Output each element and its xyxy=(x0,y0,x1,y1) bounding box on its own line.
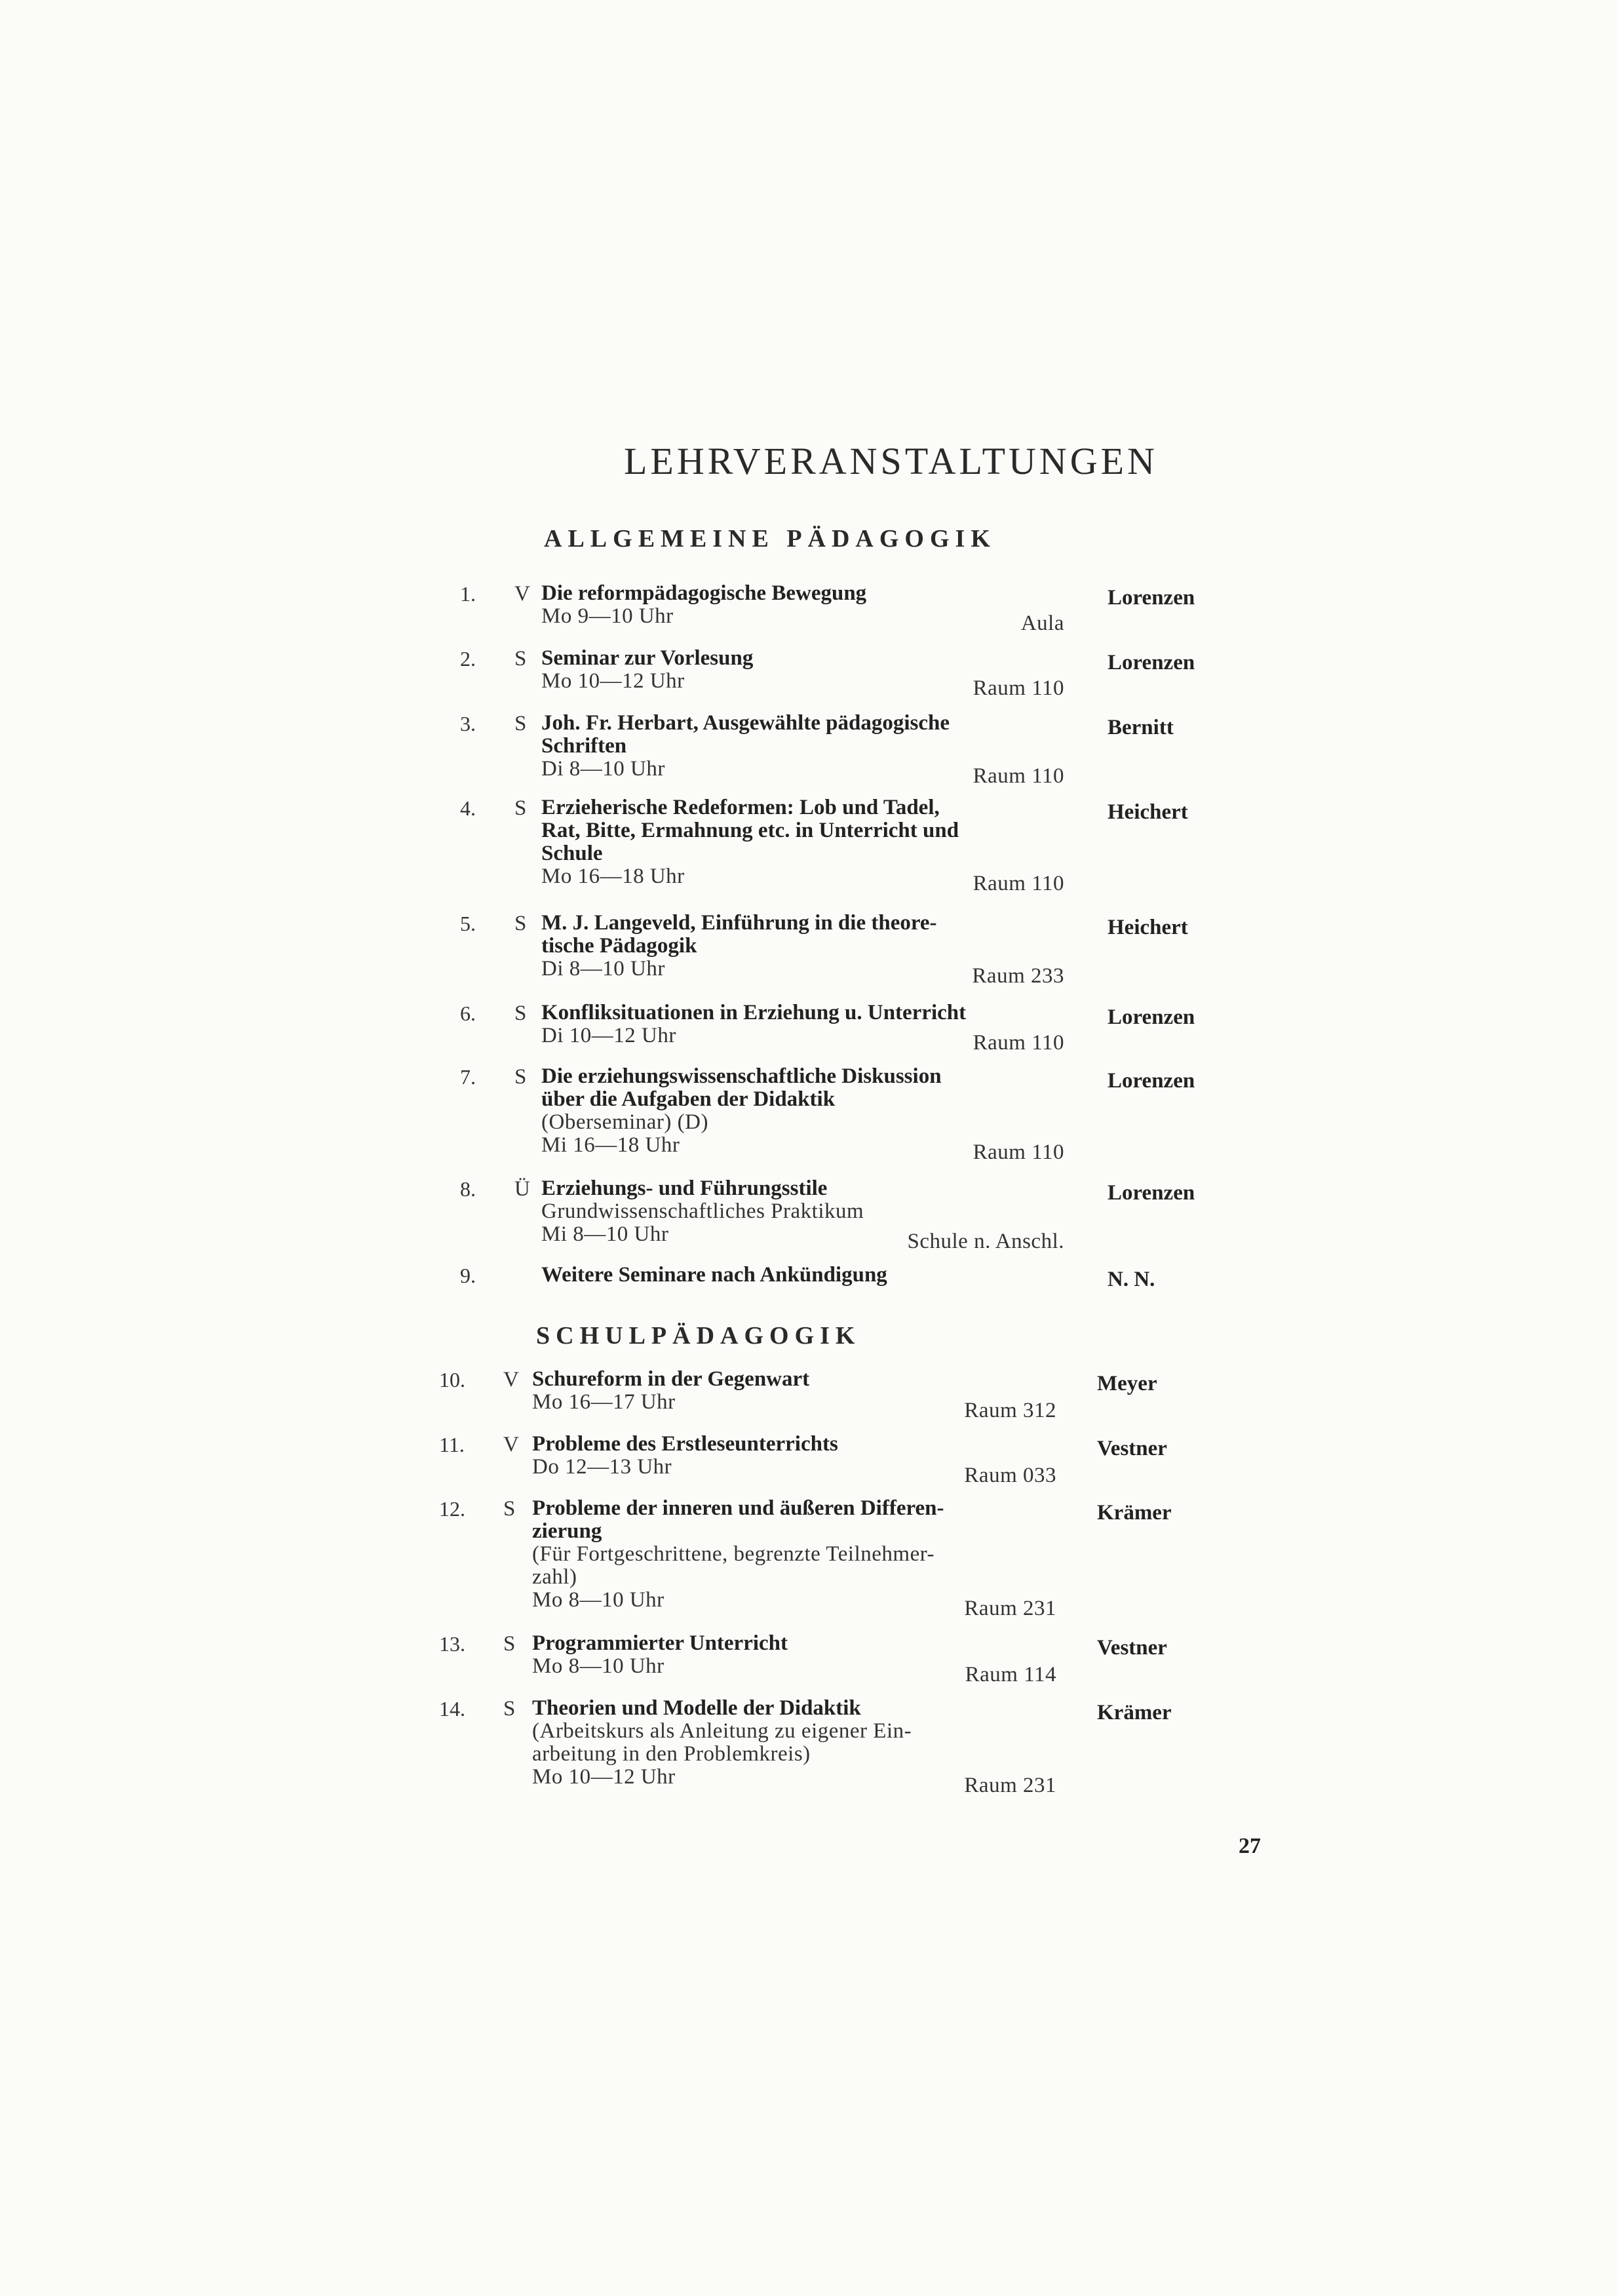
entry-number: 4. xyxy=(460,796,476,820)
course-title-line: zierung xyxy=(532,1519,602,1543)
course-body xyxy=(541,712,950,781)
course-title-line: Probleme des Erstleseunterrichts xyxy=(532,1432,838,1456)
course-lecturer: N. N. xyxy=(1108,1268,1155,1291)
entry-number: 11. xyxy=(439,1433,465,1456)
entry-number: 3. xyxy=(460,712,476,735)
section-heading-schulpaedagogik: SCHULPÄDAGOGIK xyxy=(536,1322,861,1350)
course-lecturer: Lorenzen xyxy=(1108,1005,1195,1029)
course-room: Raum 231 xyxy=(964,1597,1056,1620)
course-body xyxy=(541,1065,942,1157)
course-time: Mi 16—18 Uhr xyxy=(541,1133,680,1157)
course-room: Schule n. Anschl. xyxy=(907,1230,1064,1253)
course-lecturer: Lorenzen xyxy=(1108,651,1195,674)
course-title-line: Theorien und Modelle der Didaktik xyxy=(532,1696,861,1720)
course-type: V xyxy=(503,1433,519,1456)
course-room: Raum 110 xyxy=(973,676,1064,700)
course-title-line: über die Aufgaben der Didaktik xyxy=(541,1087,836,1111)
course-lecturer: Vestner xyxy=(1097,1636,1167,1660)
course-title-line: Die reformpädagogische Bewegung xyxy=(541,581,867,605)
course-title-line: Programmierter Unterricht xyxy=(532,1631,788,1655)
course-title-line: Seminar zur Vorlesung xyxy=(541,646,754,670)
course-title-line: Joh. Fr. Herbart, Ausgewählte pädagogische xyxy=(541,711,950,735)
course-room: Raum 110 xyxy=(973,1031,1064,1055)
course-lecturer: Heichert xyxy=(1108,916,1188,939)
course-time: Mo 8—10 Uhr xyxy=(532,1654,665,1678)
course-title-line: Die erziehungswissenschaftliche Diskussion xyxy=(541,1064,942,1088)
course-room: Raum 110 xyxy=(973,764,1064,788)
course-time: Di 8—10 Uhr xyxy=(541,757,665,781)
course-type: S xyxy=(514,712,527,735)
course-note-line: Grundwissenschaftliches Praktikum xyxy=(541,1199,864,1223)
course-title-line: Rat, Bitte, Ermahnung etc. in Unterricht und xyxy=(541,819,959,842)
course-title-line: Schule xyxy=(541,842,603,865)
course-room: Raum 033 xyxy=(964,1464,1056,1487)
entry-number: 7. xyxy=(460,1065,476,1089)
course-title-line: Konfliksituationen in Erziehung u. Unterricht xyxy=(541,1001,967,1024)
course-title-line: Weitere Seminare nach Ankündigung xyxy=(541,1263,887,1287)
course-type: S xyxy=(514,647,527,671)
course-time: Mo 9—10 Uhr xyxy=(541,604,674,628)
entry-number: 2. xyxy=(460,647,476,671)
course-room: Raum 312 xyxy=(964,1399,1056,1422)
course-note-line: zahl) xyxy=(532,1565,577,1589)
course-room: Raum 110 xyxy=(973,872,1064,895)
course-lecturer: Vestner xyxy=(1097,1437,1167,1460)
course-room: Raum 110 xyxy=(973,1140,1064,1164)
entry-number: 5. xyxy=(460,912,476,935)
course-time: Mo 8—10 Uhr xyxy=(532,1588,665,1612)
course-body xyxy=(532,1697,912,1789)
entry-number: 8. xyxy=(460,1177,476,1201)
course-time: Mo 16—17 Uhr xyxy=(532,1390,676,1414)
course-lecturer: Bernitt xyxy=(1108,716,1174,739)
course-type: V xyxy=(503,1368,519,1391)
course-lecturer: Lorenzen xyxy=(1108,1181,1195,1205)
course-type: S xyxy=(514,1065,527,1089)
entry-number: 14. xyxy=(439,1697,465,1721)
entry-number: 13. xyxy=(439,1632,465,1656)
section-heading-allgemeine-paedagogik: ALLGEMEINE PÄDAGOGIK xyxy=(544,525,996,553)
course-time: Mo 10—12 Uhr xyxy=(541,669,685,693)
course-time: Do 12—13 Uhr xyxy=(532,1455,672,1479)
course-body xyxy=(541,912,937,981)
entry-number: 9. xyxy=(460,1264,476,1287)
course-title-line: Erzieherische Redeformen: Lob und Tadel, xyxy=(541,796,940,819)
course-note-line: (Oberseminar) (D) xyxy=(541,1110,708,1134)
course-note-line: (Arbeitskurs als Anleitung zu eigener Ein- xyxy=(532,1719,912,1743)
course-type: V xyxy=(514,582,530,606)
course-body xyxy=(532,1368,809,1414)
course-type: S xyxy=(503,1697,516,1721)
course-lecturer: Meyer xyxy=(1097,1372,1157,1395)
course-type: Ü xyxy=(514,1177,530,1201)
course-body xyxy=(532,1497,944,1612)
course-body xyxy=(541,1264,887,1287)
entry-number: 1. xyxy=(460,582,476,606)
page-title: LEHRVERANSTALTUNGEN xyxy=(624,440,1158,482)
course-type: S xyxy=(503,1632,516,1656)
course-type: S xyxy=(514,1002,527,1025)
course-room: Aula xyxy=(1020,612,1064,635)
course-body xyxy=(541,582,866,628)
course-title-line: Erziehungs- und Führungsstile xyxy=(541,1177,828,1200)
entry-number: 6. xyxy=(460,1002,476,1025)
course-lecturer: Lorenzen xyxy=(1108,1069,1195,1093)
course-body xyxy=(532,1632,788,1678)
course-time: Mi 8—10 Uhr xyxy=(541,1222,669,1246)
course-body xyxy=(541,647,753,693)
course-type: S xyxy=(514,912,527,935)
course-lecturer: Krämer xyxy=(1097,1701,1172,1724)
course-time: Mo 16—18 Uhr xyxy=(541,865,685,888)
course-type: S xyxy=(503,1497,516,1521)
course-type: S xyxy=(514,796,527,820)
course-room: Raum 114 xyxy=(965,1663,1056,1686)
course-title-line: M. J. Langeveld, Einführung in die theore- xyxy=(541,911,937,935)
course-title-line: Probleme der inneren und äußeren Differen- xyxy=(532,1496,944,1520)
course-lecturer: Heichert xyxy=(1108,800,1188,824)
course-body xyxy=(541,796,959,888)
entry-number: 12. xyxy=(439,1497,465,1521)
course-lecturer: Krämer xyxy=(1097,1501,1172,1525)
course-room: Raum 231 xyxy=(964,1774,1056,1797)
course-time: Di 10—12 Uhr xyxy=(541,1024,676,1047)
course-body xyxy=(541,1177,864,1246)
course-body xyxy=(541,1002,966,1047)
course-room: Raum 233 xyxy=(972,964,1064,988)
course-note-line: arbeitung in den Problemkreis) xyxy=(532,1742,811,1766)
course-time: Di 8—10 Uhr xyxy=(541,957,665,981)
page-number: 27 xyxy=(1239,1834,1261,1858)
course-body xyxy=(532,1433,838,1479)
course-title-line: Schureform in der Gegenwart xyxy=(532,1367,810,1391)
course-time: Mo 10—12 Uhr xyxy=(532,1765,676,1789)
course-title-line: Schriften xyxy=(541,734,627,758)
entry-number: 10. xyxy=(439,1368,465,1391)
course-note-line: (Für Fortgeschrittene, begrenzte Teilnehmer- xyxy=(532,1542,935,1566)
course-title-line: tische Pädagogik xyxy=(541,934,697,958)
course-lecturer: Lorenzen xyxy=(1108,586,1195,610)
